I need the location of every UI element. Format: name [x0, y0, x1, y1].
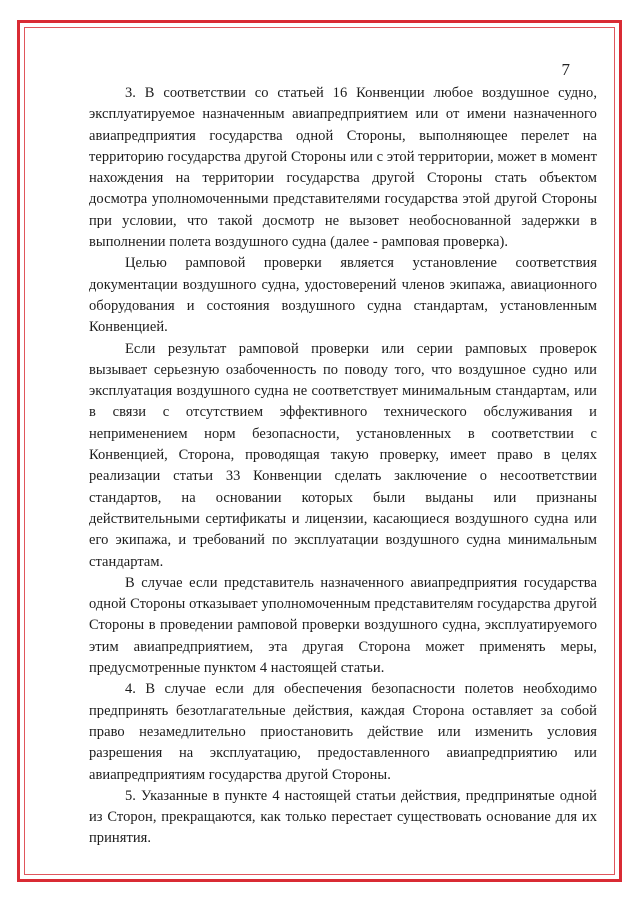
paragraph-article-point-5: 5. Указанные в пункте 4 настоящей статьи действия, предпринятые одной из Сторон, прекращаются, как только перестает существовать основание для их принятия.: [89, 787, 597, 847]
paragraph-article-point-4: 4. В случае если для обеспечения безопасности полетов необходимо предпринять безотлагательные действия, каждая Сторона оставляет за собой право незамедлительно приостановить действие или изменить условия разрешения на эксплуатацию, предоставленного авиапредприятию или авиапредприятиям государства другой Стороны.: [89, 681, 597, 783]
paragraph-inspection-refusal: В случае если представитель назначенного авиапредприятия государства одной Стороны отказывает уполномоченным представителям государства другой Стороны в проведении рамповой проверки воздушного судна, эксплуатируемого этим авиапредприятием, эта другая Сторона может применять меры, предусмотренные пунктом 4 настоящей статьи.: [89, 574, 597, 677]
document-body: [89, 83, 597, 850]
paragraph-ramp-inspection-purpose: Целью рамповой проверки является установление соответствия документации воздушного судна, удостоверений членов экипажа, авиационного оборудования и состояния воздушного судна стандартам, установленным Конвенцией.: [89, 255, 597, 336]
paragraph-ramp-inspection-result: Если результат рамповой проверки или серии рамповых проверок вызывает серьезную озабоченность по поводу того, что воздушное судно или эксплуатация воздушного судна не соответствует минимальным стандартам, или в связи с отсутствием эффективного технического обслуживания и неприменением норм безопасности, установленных в соответствии с Конвенцией, Сторона, проводящая такую проверку, имеет право в целях реализации статьи 33 Конвенции сделать заключение о несоответствии стандартов, на основании которых были выданы или признаны действительными сертификаты и лицензии, касающиеся воздушного судна или его экипажа, и требований по эксплуатации воздушного судна минимальным стандартам.: [89, 340, 597, 570]
paragraph-article-point-3: 3. В соответствии со статьей 16 Конвенции любое воздушное судно, эксплуатируемое назначенным авиапредприятием или от имени назначенного авиапредприятия государства одной Стороны, выполняющее перелет на территорию государства другой Стороны или с этой территории, может в момент нахождения на территории государства другой Стороны стать объектом досмотра уполномоченными представителями государства этой другой Стороны при условии, что такой досмотр не вызовет необоснованной задержки в выполнении полета воздушного судна (далее - рамповая проверка).: [89, 85, 597, 251]
page-number: 7: [561, 60, 570, 79]
